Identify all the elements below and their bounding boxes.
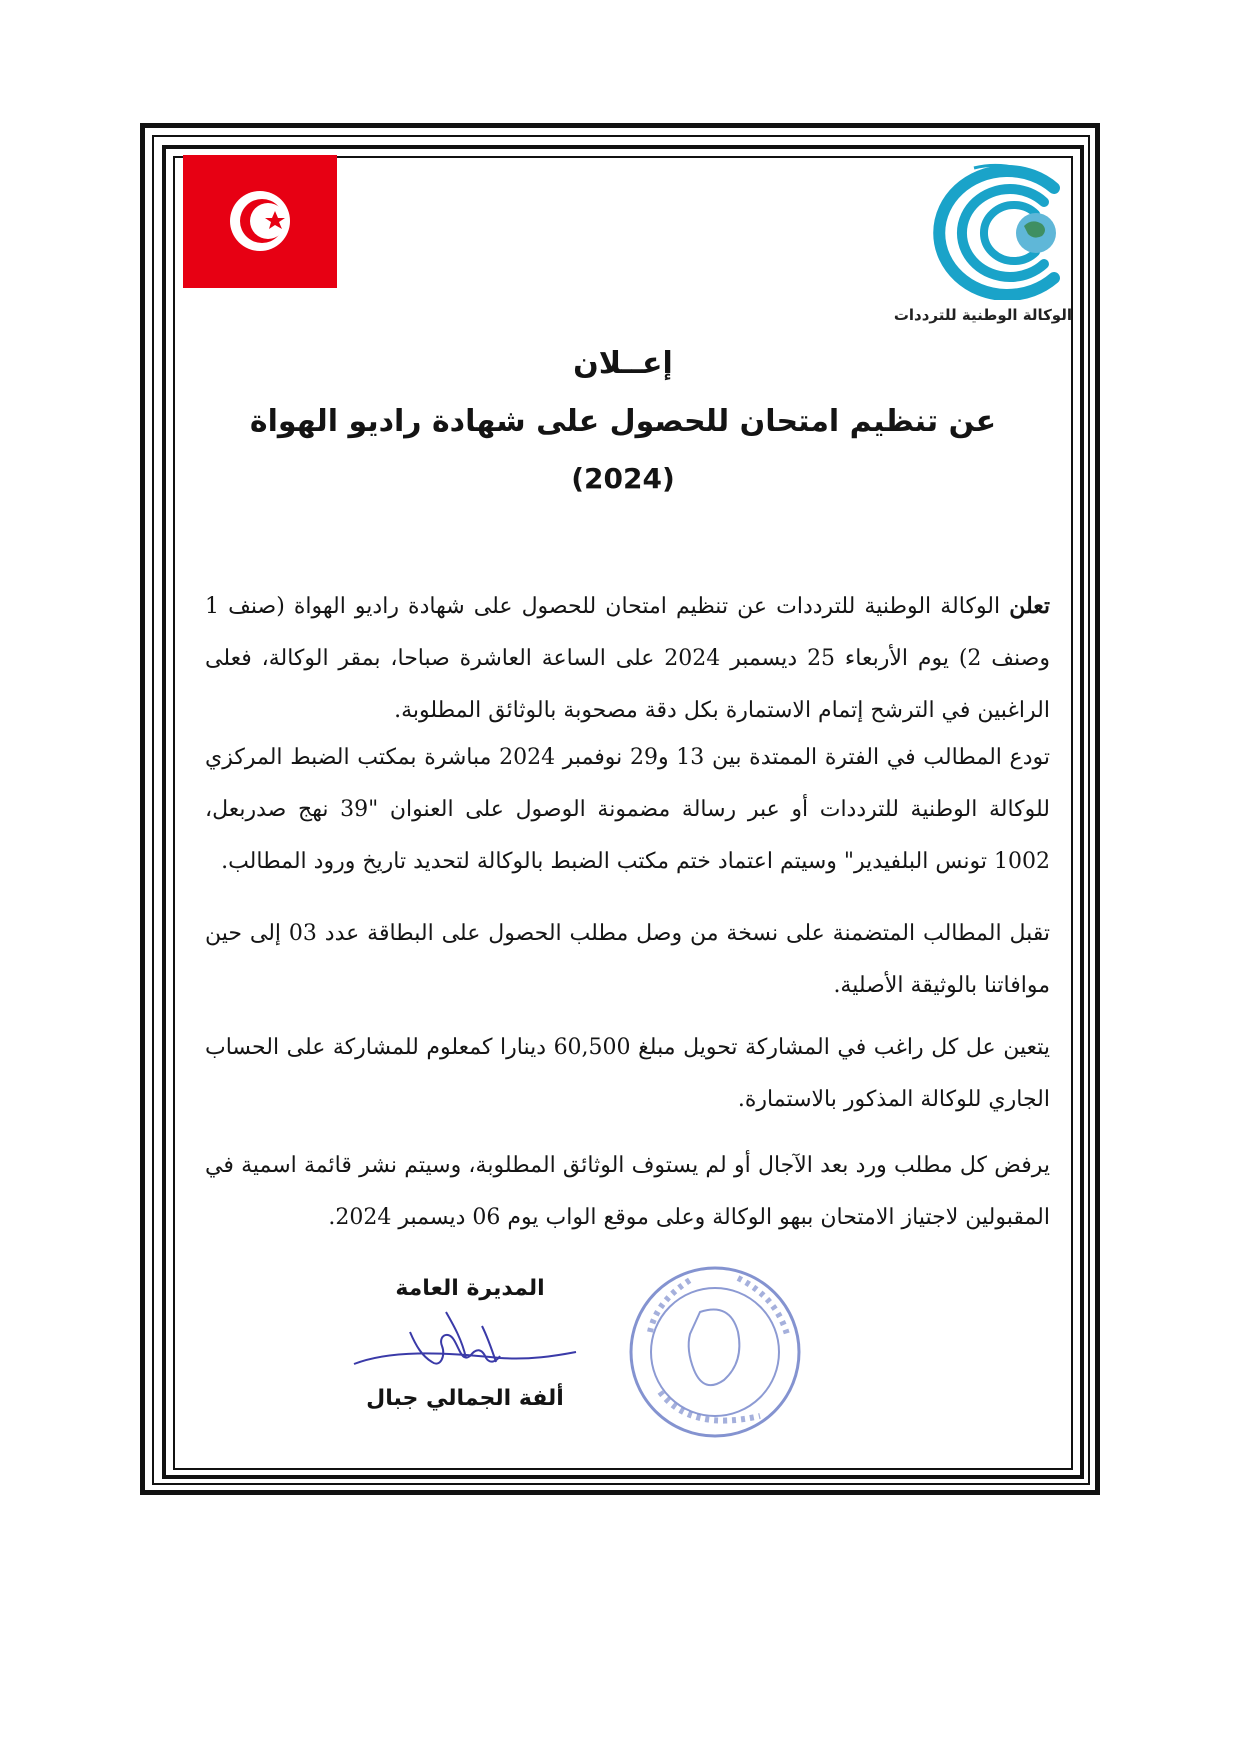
tunisia-flag: [183, 155, 337, 288]
paragraph-submission: تودع المطالب في الفترة الممتدة بين 13 و29 نوفمبر 2024 مباشرة بمكتب الضبط المركزي للوكالة الوطنية للترددات أو عبر رسالة مضمونة الوصول على العنوان "39 نهج صدربعل، 1002 تونس البلفيدير" وسيتم اعتماد ختم مكتب الضبط بالوكالة لتحديد تاريخ ورود المطالب.: [205, 745, 1050, 874]
announcement-year: (2024): [571, 462, 675, 495]
paragraph-lead-word: تعلن: [1009, 593, 1050, 619]
signatory-name: ألفة الجمالي جبال: [366, 1386, 564, 1411]
paragraph-receipt: تقبل المطالب المتضمنة على نسخة من وصل مطلب الحصول على البطاقة عدد 03 إلى حين موافاتنا بالوثيقة الأصلية.: [205, 921, 1050, 998]
paragraph-rejection: يرفض كل مطلب ورد بعد الآجال أو لم يستوف الوثائق المطلوبة، وسيتم نشر قائمة اسمية في المقبولين لاجتياز الامتحان ببهو الوكالة وعلى موقع الواب يوم 06 ديسمبر 2024.: [205, 1153, 1050, 1230]
agency-logo-text: الوكالة الوطنية للترددات: [893, 306, 1072, 324]
announcement-subject: عن تنظيم امتحان للحصول على شهادة راديو الهواة: [249, 404, 997, 439]
announcement-heading: إعــلان: [573, 346, 673, 381]
paragraph-1-text: الوكالة الوطنية للترددات عن تنظيم امتحان للحصول على شهادة راديو الهواة (صنف 1 وصنف 2) يوم الأربعاء 25 ديسمبر 2024 على الساعة العاشرة صباحا، بمقر الوكالة، فعلى الراغبين في الترشح إتمام الاستمارة بكل دقة مصحوبة بالوثائق المطلوبة.: [205, 594, 1050, 723]
paragraph-fee: يتعين عل كل راغب في المشاركة تحويل مبلغ 60,500 دينارا كمعلوم للمشاركة على الحساب الجاري للوكالة المذكور بالاستمارة.: [205, 1035, 1050, 1112]
official-stamp: [620, 1262, 810, 1442]
paragraph-announcement: [205, 580, 1050, 737]
signatory-title: المديرة العامة: [395, 1276, 545, 1301]
agency-logo: [904, 160, 1074, 300]
handwritten-signature: [350, 1296, 580, 1396]
